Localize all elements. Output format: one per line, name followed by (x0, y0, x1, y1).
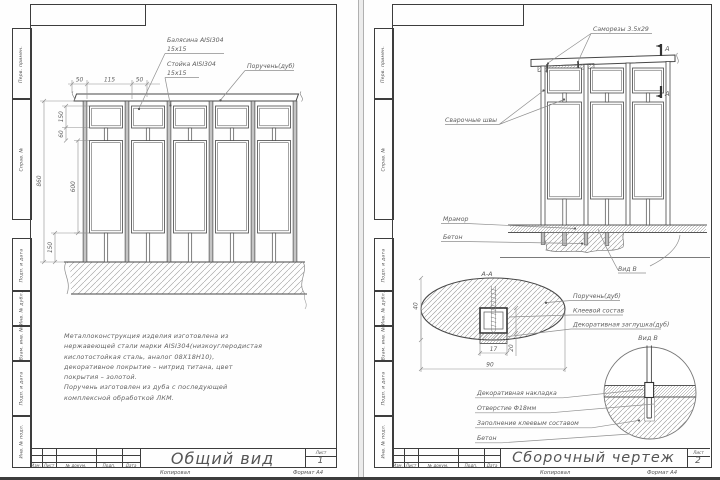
label-poruchen: Поручень(дуб) (573, 293, 621, 300)
tb-col-data: Дата (125, 463, 137, 468)
sheet2-title: Сборочный чертеж (512, 450, 675, 466)
tb-col-docnum: № докум. (65, 463, 87, 468)
margin-field-label: Взам. инв. № (19, 326, 25, 361)
margin-field-label: Перв. примен. (19, 45, 25, 83)
label-otverstie: Отверстие Ф18мм (477, 405, 537, 412)
margin-field-label: Инв. № подл. (19, 424, 25, 459)
callout-poruchen: Поручень(дуб) (247, 63, 295, 70)
decorative-collar (645, 383, 654, 398)
note-line: декоративное покрытие – нитрид титана, цвет (64, 362, 233, 371)
margin-field-label: Инв. № дубл. (381, 291, 387, 326)
dim-40: 40 (413, 302, 420, 310)
view-b-title: Вид В (638, 334, 658, 342)
callout-svar: Сварочные швы (445, 117, 498, 124)
sheet-1 (0, 0, 358, 477)
railing-front-view (72, 92, 302, 263)
dim-150-bottom: 150 (48, 241, 54, 254)
label-beton-b: Бетон (477, 435, 497, 442)
section-letter-top: А (665, 45, 670, 53)
label-nakladka: Декоративная накладка (477, 390, 557, 397)
label-kleevoy: Клеевой состав (573, 307, 625, 315)
sheet1-footer-copy: Копировал (160, 470, 191, 476)
dim-20: 20 (509, 344, 515, 352)
tb-col-izm: Изм. (393, 463, 403, 468)
callout-samorezy: Саморезы 3.5х29 (593, 26, 649, 33)
sheet2-drawing (362, 0, 720, 480)
margin-field-label: Взам. инв. № (381, 326, 387, 361)
page-gap (358, 0, 364, 480)
margin-field-label: Перв. примен. (381, 45, 387, 83)
callout-balyasina-line1: Балясина AISI304 (167, 37, 224, 44)
dim-17: 17 (489, 347, 498, 353)
tb-col-podp: Подп. (102, 463, 116, 468)
tb-col-docnum: № докум. (427, 463, 449, 468)
margin-field-label: Справ. № (381, 147, 387, 171)
handrail (531, 55, 675, 67)
sheet-2 (362, 0, 720, 477)
note-line: Металлоконструкция изделия изготовлена из (64, 332, 229, 340)
callout-stoika-line2: 15х15 (167, 70, 187, 77)
callout-balyasina-line2: 15х15 (167, 46, 187, 53)
sheet1-title: Общий вид (170, 449, 275, 468)
dim-150-top: 150 (59, 111, 65, 123)
handrail (74, 94, 299, 101)
sheet2-footer-format: Формат А4 (647, 470, 678, 476)
panels (90, 106, 291, 233)
plug-section (480, 333, 507, 344)
section-title: А-А (481, 270, 493, 278)
note-line: кислотостойкая сталь, аналог 08Х18Н10), (64, 352, 215, 361)
note-line: Поручень изготовлен из дуба с последующей (64, 383, 228, 392)
margin-field-label: Подп. и дата (381, 248, 387, 282)
margin-field-label: Инв. № дубл. (19, 291, 25, 326)
tb-col-data: Дата (486, 463, 498, 468)
callout-stoika-line1: Стойка AISI304 (167, 61, 216, 68)
railing-assembly-view (531, 53, 678, 225)
sheet1-drawing (0, 0, 358, 480)
dim-600: 600 (71, 181, 77, 193)
note-line: покрытия – золотой. (64, 373, 137, 382)
margin-field-label: Справ. № (19, 147, 25, 171)
material-notes (64, 331, 262, 403)
floor-hatch (64, 262, 307, 309)
dim-115: 115 (103, 77, 116, 84)
titleblock-topline (392, 448, 710, 449)
sheet2-list-label: Лист (693, 449, 704, 455)
tb-col-list: Лист (405, 463, 417, 468)
dim-60: 60 (59, 130, 65, 138)
label-zaglushka: Декоративная заглушка(дуб) (573, 321, 670, 329)
sheet1-footer-format: Формат А4 (293, 470, 324, 476)
sheet1-list-label: Лист (315, 449, 327, 455)
callout-beton: Бетон (443, 234, 463, 241)
section-letter-bottom: А (665, 90, 670, 98)
note-line: нержавеющей стали марки AISI304(низкоуглеродистая (64, 342, 263, 351)
callouts (167, 37, 295, 77)
label-zapolnenie: Заполнение клеевым составом (477, 420, 579, 427)
callout-vid-v: Вид В (618, 266, 637, 273)
dim-860: 860 (37, 175, 43, 187)
margin-field-label: Подп. и дата (19, 248, 25, 282)
tb-col-podp: Подп. (464, 463, 478, 468)
callout-mramor: Мрамор (443, 216, 469, 223)
sheet2-footer-copy: Копировал (540, 470, 571, 476)
margin-field-label: Инв. № подл. (381, 424, 387, 459)
dim-50-right: 50 (135, 77, 144, 84)
panels (548, 68, 664, 199)
margin-field-label: Подп. и дата (19, 371, 25, 406)
sheet2-number: 2 (695, 456, 702, 466)
sheet1-number: 1 (317, 456, 325, 466)
margin-field-label: Подп. и дата (381, 371, 387, 406)
tb-col-list: Лист (43, 463, 55, 468)
dim-90: 90 (486, 362, 494, 369)
tb-col-izm: Изм. (31, 463, 41, 468)
dim-50-left: 50 (75, 77, 84, 84)
note-line: комплексной обработкой ЛКМ. (64, 393, 175, 402)
section-labels (572, 292, 669, 329)
